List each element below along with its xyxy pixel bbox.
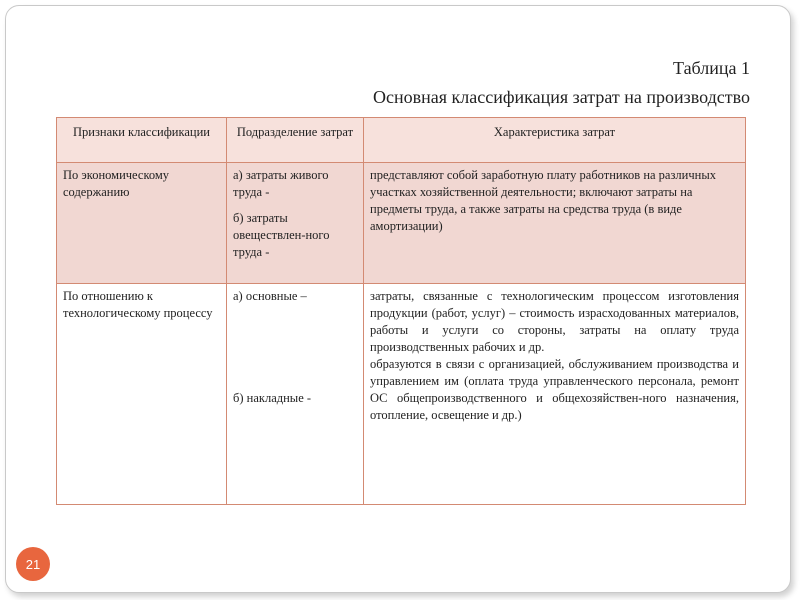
division-b: б) затраты овеществлен-ного труда - bbox=[233, 211, 330, 259]
header-division: Подразделение затрат bbox=[227, 118, 364, 163]
table-number: Таблица 1 bbox=[673, 58, 750, 78]
title-block bbox=[373, 58, 750, 108]
division-a: а) затраты живого труда - bbox=[233, 168, 329, 199]
criterion-cell: По экономическому содержанию bbox=[57, 163, 227, 284]
header-criteria: Признаки классификации bbox=[57, 118, 227, 163]
page-number-badge: 21 bbox=[16, 547, 50, 581]
table-title: Основная классификация затрат на производство bbox=[372, 87, 750, 107]
division-cell bbox=[227, 163, 364, 284]
division-b: б) накладные - bbox=[233, 391, 312, 405]
division-a: а) основные – bbox=[233, 289, 307, 303]
characteristic-cell bbox=[364, 284, 746, 505]
division-cell bbox=[227, 284, 364, 505]
characteristic-b: образуются в связи с организацией, обслуживанием производства и управлением им (оплата труда управленческого персонала, ремонт ОС общепроизводственного и общехозяйствен-ного назначения, отопление, освещение и др.) bbox=[370, 357, 739, 422]
table-header-row bbox=[57, 118, 746, 163]
header-characteristic: Характеристика затрат bbox=[364, 118, 746, 163]
characteristic-cell: представляют собой заработную плату работников на различных участках хозяйственной деятельности; включают затраты на предметы труда, а также затраты на средства труда (в виде амортизации) bbox=[364, 163, 746, 284]
table-row bbox=[57, 163, 746, 284]
criterion-cell: По отношению к технологическому процессу bbox=[57, 284, 227, 505]
characteristic-a: затраты, связанные с технологическим процессом изготовления продукции (работ, услуг) – стоимость израсходованных материалов, работы и услуги со стороны, затраты на оплату труда производственных рабочих и др. bbox=[370, 289, 739, 354]
cost-classification-table bbox=[56, 117, 746, 505]
table-row bbox=[57, 284, 746, 505]
